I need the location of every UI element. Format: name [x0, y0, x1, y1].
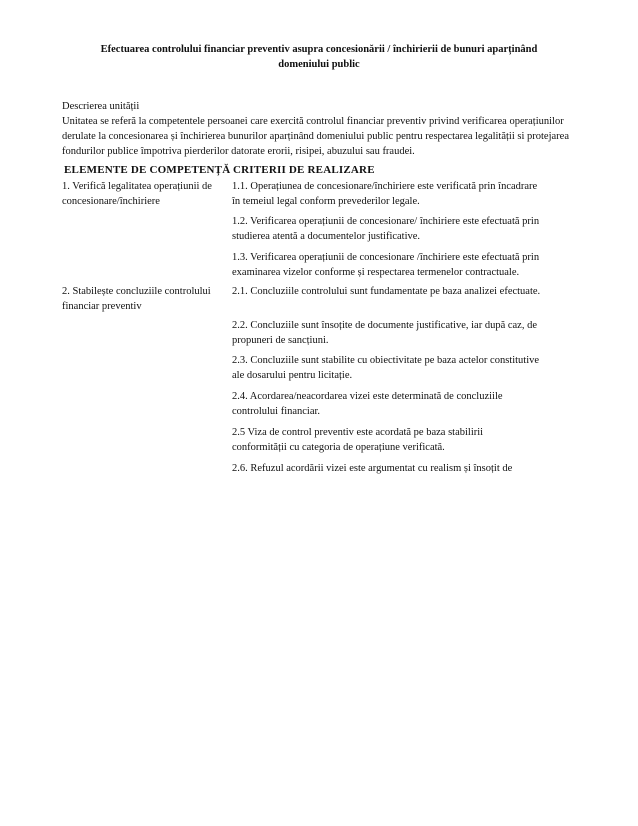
criterion-1-2 — [232, 214, 582, 244]
description-text: Unitatea se referă la competentele persoanei care exercită controlul financiar preventiv privind verificarea operațiunilor derulate la concesionarea și închirierea bunurilor aparținând domeniului public pentru respectarea legalității si protejarea fondurilor publice împotriva pierderilor datorate erorii, risipei, abuzului sau fraudei. — [62, 116, 569, 157]
criterion-line: 2.2. Concluziile sunt însoțite de documente justificative, iar după caz, de — [232, 320, 537, 331]
criterion-2-6 — [232, 461, 582, 476]
criterion-line: ale dosarului pentru licitație. — [232, 370, 353, 381]
criterion-line: în temeiul legal conform prevederilor legale. — [232, 196, 420, 207]
criterion-1-3 — [232, 250, 582, 280]
criterion-line: examinarea vizelor conforme și respectarea termenelor contractuale. — [232, 267, 520, 278]
criterion-2-4 — [232, 389, 582, 419]
criterion-line: studierea atentă a documentelor justificative. — [232, 231, 421, 242]
criterion-line: controlului financiar. — [232, 406, 321, 417]
criterion-line: 2.4. Acordarea/neacordarea vizei este determinată de concluziile — [232, 391, 503, 402]
competence-element-2: 2. Stabilește concluziile controlului financiar preventiv — [62, 286, 211, 312]
document-title — [62, 42, 576, 72]
criterion-line: 2.5 Viza de control preventiv este acordată pe baza stabilirii — [232, 427, 484, 438]
description-heading: Descrierea unității — [62, 101, 140, 112]
table-header — [0, 164, 638, 180]
title-line-2: domeniului public — [278, 59, 360, 70]
criterion-2-1 — [232, 284, 582, 299]
criterion-2-3 — [232, 353, 582, 383]
unit-description — [62, 99, 582, 159]
criterion-1-1 — [232, 179, 582, 209]
criterion-line: 2.3. Concluziile sunt stabilite cu obiectivitate pe baza actelor constitutive — [232, 355, 540, 366]
competence-element-1: 1. Verifică legalitatea operațiunii de concesionare/închiriere — [62, 181, 212, 207]
header-elements: ELEMENTE DE COMPETENȚĂ — [64, 164, 231, 176]
criterion-line: 2.1. Concluziile controlului sunt fundamentate pe baza analizei efectuate. — [232, 286, 541, 297]
header-criteria: CRITERII DE REALIZARE — [233, 164, 375, 176]
criterion-line: 1.1. Operațiunea de concesionare/închiriere este verificată prin încadrare — [232, 181, 538, 192]
criterion-line: 1.3. Verificarea operațiunii de concesionare /închiriere este efectuată prin — [232, 252, 540, 263]
criterion-line: propuneri de sancțiuni. — [232, 335, 329, 346]
criterion-2-5 — [232, 425, 582, 455]
criterion-line: conformității cu categoria de operațiune verificată. — [232, 442, 445, 453]
criterion-line: 2.6. Refuzul acordării vizei este argumentat cu realism și însoțit de — [232, 463, 513, 474]
criterion-2-2 — [232, 318, 582, 348]
criterion-line: 1.2. Verificarea operațiunii de concesionare/ închiriere este efectuată prin — [232, 216, 540, 227]
title-line-1: Efectuarea controlului financiar preventiv asupra concesionării / închirierii de bunuri aparținând — [100, 44, 538, 55]
